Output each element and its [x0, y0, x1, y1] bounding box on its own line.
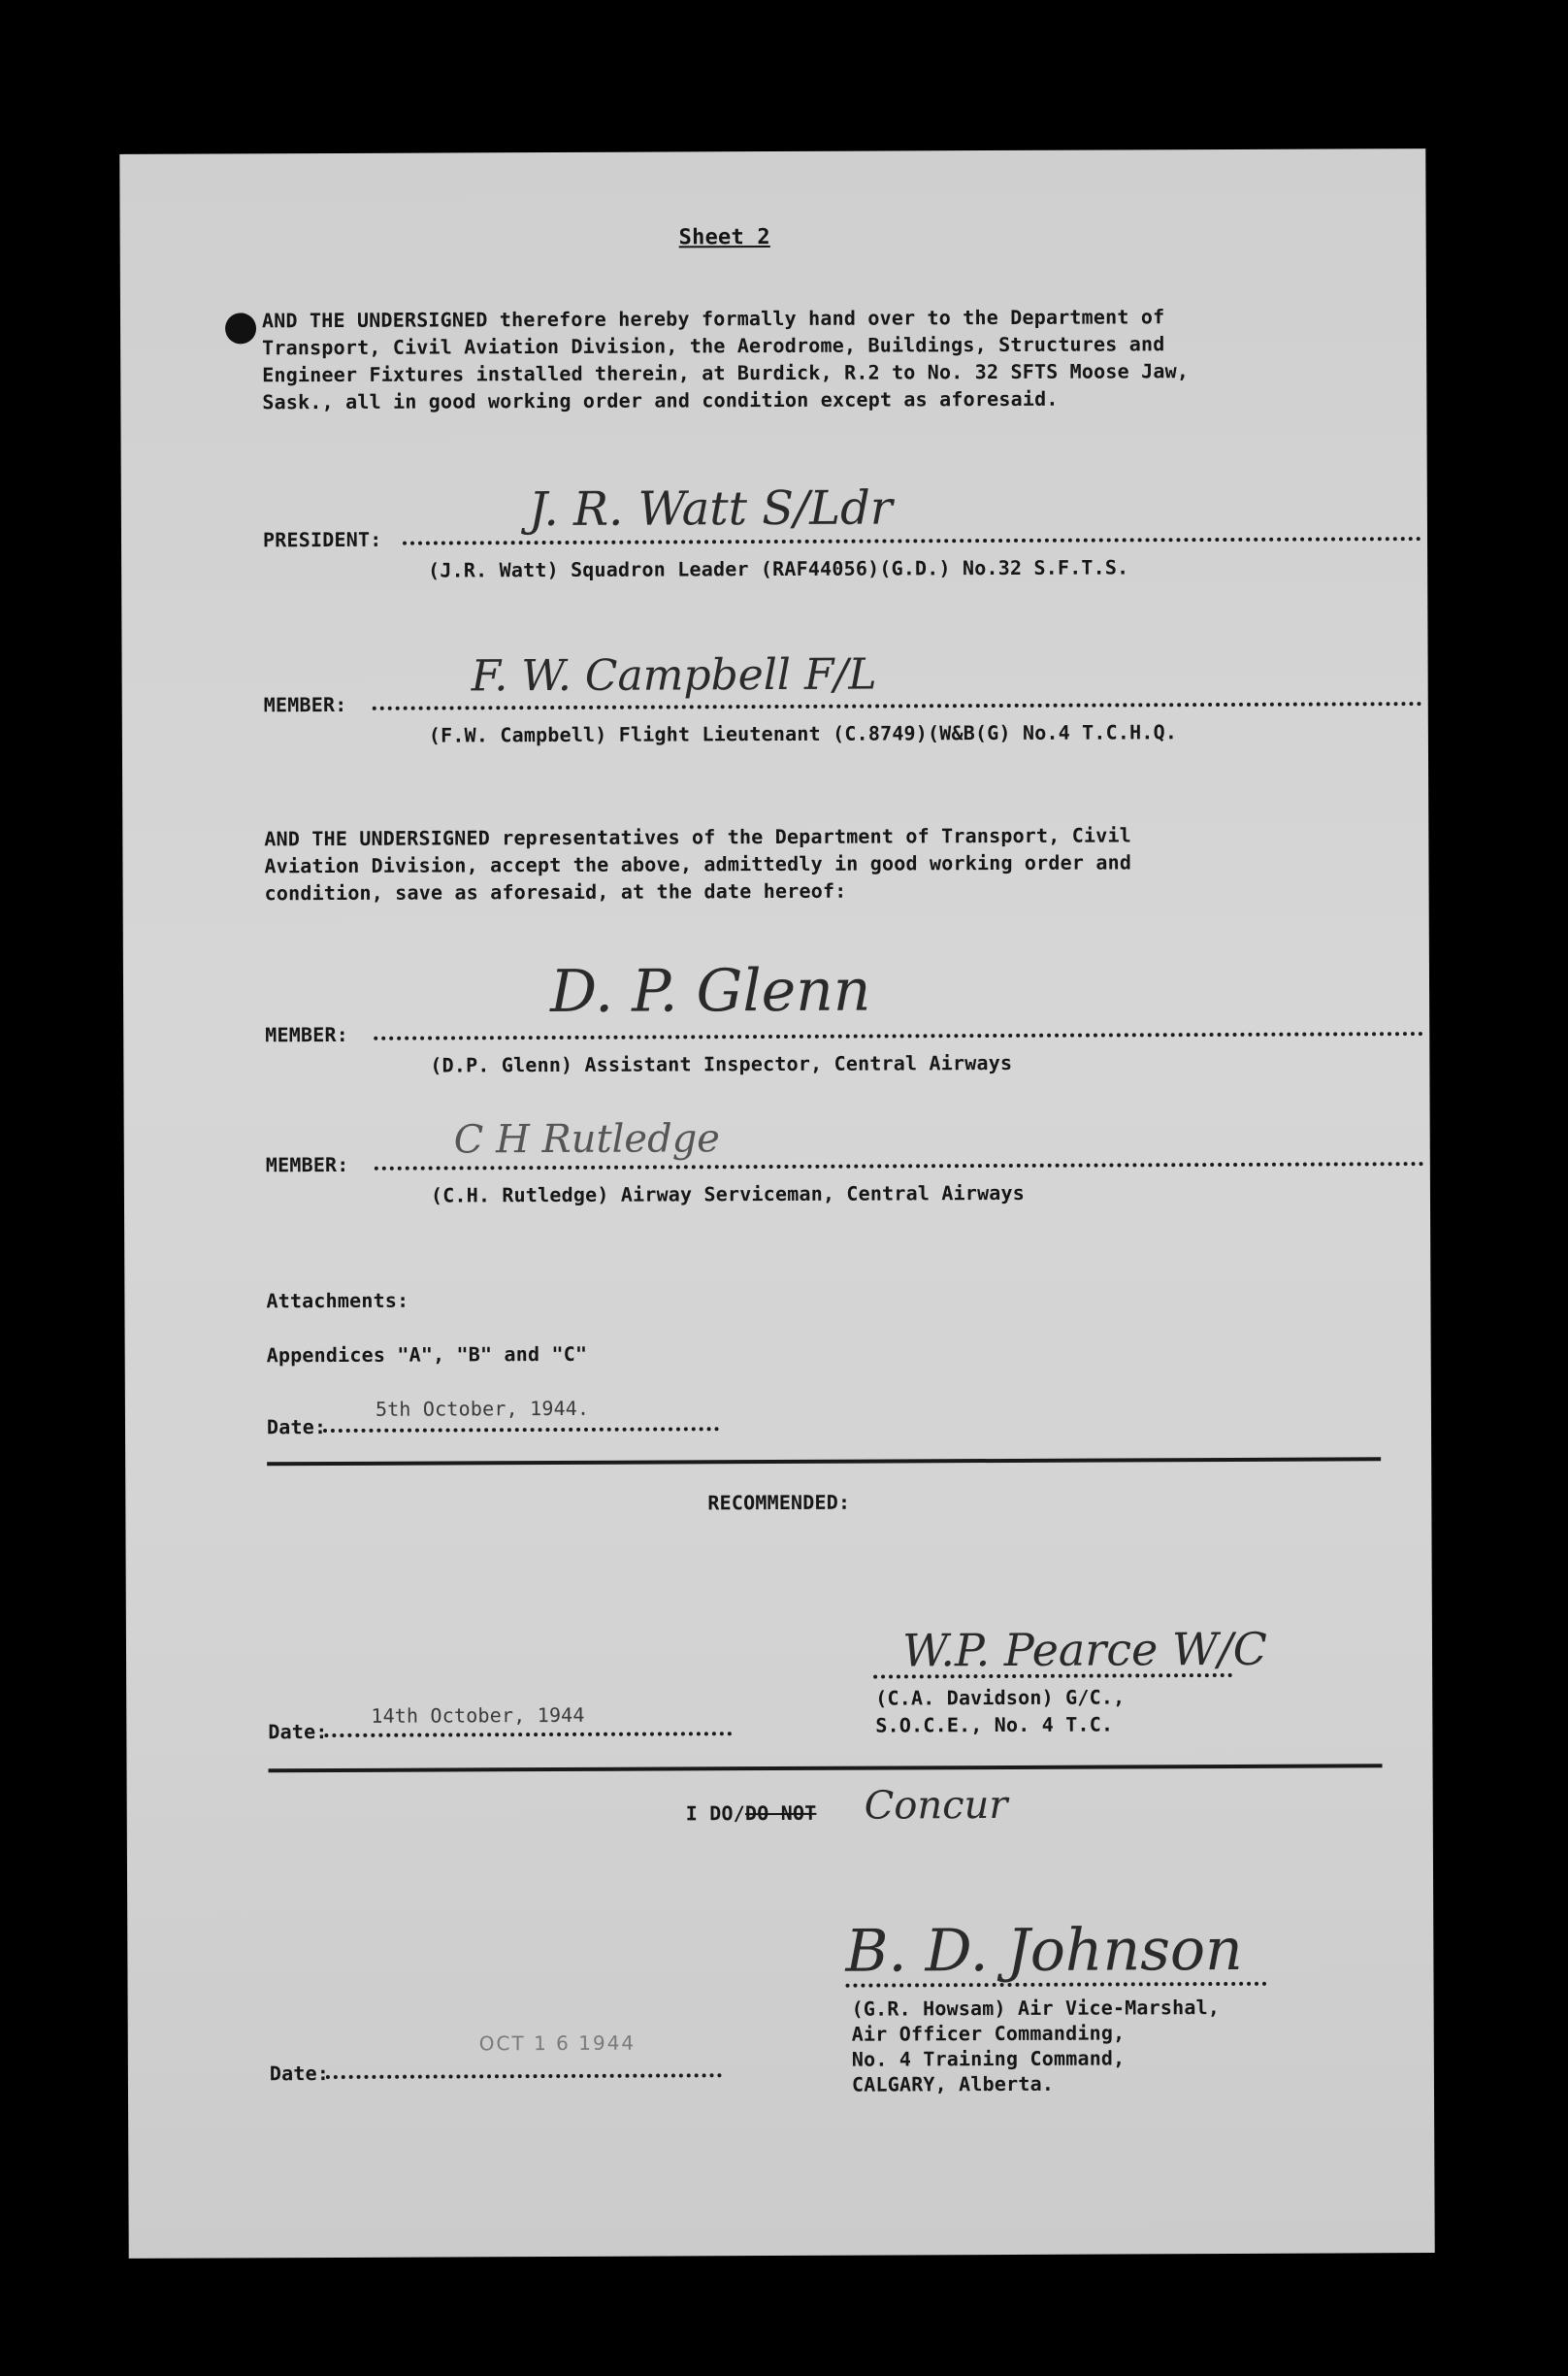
aoc-name-line: No. 4 Training Command, [851, 2046, 1126, 2071]
aoc-name-line: Air Officer Commanding, [851, 2021, 1126, 2046]
aoc-name-line: CALGARY, Alberta. [851, 2071, 1055, 2096]
handover-line: Transport, Civil Aviation Division, the Aerodrome, Buildings, Structures and [262, 332, 1165, 360]
date-label: Date: [269, 2062, 330, 2086]
concur-prefix: I DO/ [685, 1801, 746, 1826]
signature-line [375, 1162, 1424, 1171]
punch-hole-mark [225, 313, 256, 344]
date-line [324, 1732, 732, 1737]
signature-line [374, 1032, 1423, 1040]
president-signature: J. R. Watt S/Ldr [528, 480, 893, 538]
signature-line [846, 1982, 1267, 1988]
concur-struck: DO NOT [744, 1800, 817, 1826]
appendices-text: Appendices "A", "B" and "C" [266, 1341, 588, 1368]
member-label: MEMBER: [265, 1022, 348, 1047]
acceptance-line: condition, save as aforesaid, at the date hereof: [264, 878, 847, 906]
recommender-signature: W.P. Pearce W/C [901, 1622, 1267, 1677]
member-signature: F. W. Campbell F/L [471, 649, 877, 702]
president-description: (J.R. Watt) Squadron Leader (RAF44056)(G.D.) No.32 S.F.T.S. [428, 555, 1129, 582]
recommender-title: S.O.C.E., No. 4 T.C. [875, 1712, 1114, 1737]
president-label: PRESIDENT: [262, 527, 382, 552]
date-label: Date: [268, 1720, 328, 1744]
signature-line [873, 1673, 1232, 1679]
aoc-signature: B. D. Johnson [845, 1915, 1243, 1986]
date-line [323, 1427, 719, 1433]
sheet-title: Sheet 2 [678, 225, 770, 250]
member-description: (F.W. Campbell) Flight Lieutenant (C.8749)(W&B(G) No.4 T.C.H.Q. [428, 720, 1178, 747]
section-divider [267, 1457, 1381, 1466]
signature-line [403, 537, 1421, 545]
handover-line: Sask., all in good working order and condition except as aforesaid. [262, 386, 1059, 414]
member-signature: D. P. Glenn [549, 956, 871, 1027]
date-value: 5th October, 1944. [375, 1396, 590, 1421]
handover-line: AND THE UNDERSIGNED therefore hereby formally hand over to the Department of [261, 305, 1165, 333]
date-value: 14th October, 1944 [371, 1702, 585, 1728]
recommender-name: (C.A. Davidson) G/C., [875, 1685, 1126, 1710]
member-signature: C H Rutledge [453, 1116, 721, 1163]
member-description: (D.P. Glenn) Assistant Inspector, Central Airways [430, 1050, 1013, 1077]
date-label: Date: [266, 1415, 327, 1439]
concur-handwritten: Concur [864, 1782, 1008, 1829]
section-divider [269, 1764, 1383, 1772]
recommended-heading: RECOMMENDED: [707, 1490, 851, 1515]
signature-line [373, 702, 1422, 710]
concur-line [686, 1801, 817, 1826]
aoc-name-line: (G.R. Howsam) Air Vice-Marshal, [851, 1996, 1221, 2021]
member-label: MEMBER: [265, 1152, 349, 1177]
date-line [326, 2073, 722, 2079]
acceptance-line: AND THE UNDERSIGNED representatives of the Department of Transport, Civil [264, 823, 1132, 851]
member-label: MEMBER: [263, 692, 347, 717]
attachments-label: Attachments: [266, 1288, 409, 1313]
acceptance-line: Aviation Division, accept the above, admittedly in good working order and [264, 850, 1132, 878]
handover-line: Engineer Fixtures installed therein, at Burdick, R.2 to No. 32 SFTS Moose Jaw, [262, 359, 1190, 387]
document-sheet [119, 148, 1434, 2259]
member-description: (C.H. Rutledge) Airway Serviceman, Central Airways [430, 1180, 1026, 1207]
received-date-stamp: OCT 1 6 1944 [478, 2030, 637, 2056]
